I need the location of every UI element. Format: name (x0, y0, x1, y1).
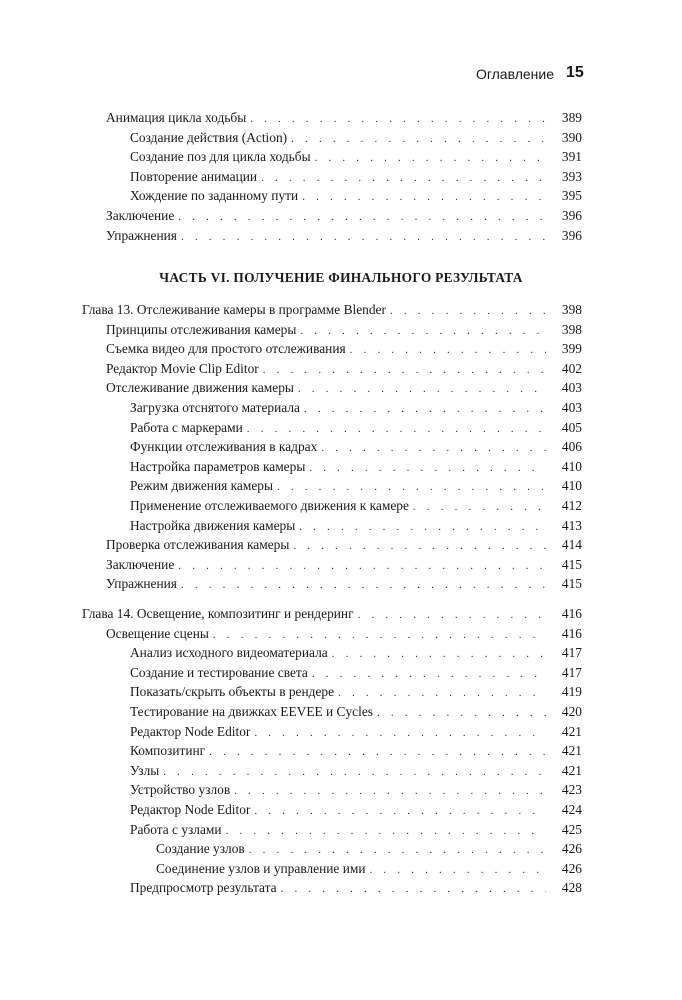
toc-entry-title: Устройство узлов (130, 780, 234, 800)
toc-entry-page: 417 (546, 643, 582, 663)
toc-entry-title: Повторение анимации (130, 167, 261, 187)
toc-entry (82, 167, 582, 187)
toc-entry-page: 414 (546, 535, 582, 555)
toc-entry-page: 402 (546, 359, 582, 379)
toc-entry (82, 437, 582, 457)
toc-entry (82, 147, 582, 167)
toc-entry (82, 604, 582, 624)
toc-entry-title: Соединение узлов и управление ими (156, 859, 370, 879)
toc-entry-page: 390 (546, 128, 582, 148)
toc-entry-title: Режим движения камеры (130, 476, 277, 496)
toc-entry-page: 428 (546, 878, 582, 898)
toc-entry-page: 398 (546, 300, 582, 320)
page-number: 15 (566, 64, 584, 81)
toc-entry (82, 741, 582, 761)
toc-entry-page: 424 (546, 800, 582, 820)
toc-entry (82, 516, 582, 536)
toc-entry (82, 496, 582, 516)
toc-entry-page: 423 (546, 780, 582, 800)
toc-entry (82, 643, 582, 663)
toc-entry (82, 624, 582, 644)
toc-entry (82, 535, 582, 555)
toc-entry-page: 417 (546, 663, 582, 683)
toc-entry-page: 415 (546, 574, 582, 594)
toc-entry (82, 398, 582, 418)
toc-entry (82, 186, 582, 206)
toc-entry-title: Композитинг (130, 741, 209, 761)
dot-leader (181, 576, 546, 596)
toc-entry-page: 396 (546, 206, 582, 226)
toc-entry-title: Заключение (106, 206, 178, 226)
toc-entry (82, 378, 582, 398)
toc-entry-page: 405 (546, 418, 582, 438)
toc-entry-page: 415 (546, 555, 582, 575)
toc-entry-page: 403 (546, 398, 582, 418)
toc-entry-title: Применение отслеживаемого движения к камере (130, 496, 413, 516)
dot-leader (181, 228, 546, 248)
toc-entry-title: Отслеживание движения камеры (106, 378, 298, 398)
toc-section-walk-cycle (82, 108, 582, 245)
toc-entry-title: Настройка движения камеры (130, 516, 299, 536)
toc-entry-title: Работа с маркерами (130, 418, 247, 438)
toc-entry-title: Упражнения (106, 574, 181, 594)
toc-entry-title: Создание действия (Action) (130, 128, 291, 148)
toc-entry (82, 574, 582, 594)
toc-entry (82, 457, 582, 477)
dot-leader (281, 880, 546, 900)
toc-entry-title: Узлы (130, 761, 163, 781)
toc-entry-title: Глава 13. Отслеживание камеры в программе Blender (82, 300, 390, 320)
toc-entry (82, 226, 582, 246)
toc-entry-page: 395 (546, 186, 582, 206)
toc-entry-title: Глава 14. Освещение, композитинг и рендеринг (82, 604, 358, 624)
toc-entry-title: Хождение по заданному пути (130, 186, 302, 206)
toc-chapter-14 (82, 604, 582, 898)
toc-entry (82, 359, 582, 379)
toc-entry-title: Анимация цикла ходьбы (106, 108, 250, 128)
toc-entry-page: 421 (546, 722, 582, 742)
toc-entry-page: 416 (546, 624, 582, 644)
toc-entry-title: Загрузка отснятого материала (130, 398, 304, 418)
toc-entry (82, 682, 582, 702)
toc-chapter-13 (82, 300, 582, 594)
toc-entry-page: 406 (546, 437, 582, 457)
toc-entry-title: Настройка параметров камеры (130, 457, 309, 477)
toc-entry-page: 399 (546, 339, 582, 359)
toc-entry-page: 391 (546, 147, 582, 167)
toc-entry-page: 416 (546, 604, 582, 624)
toc-entry (82, 878, 582, 898)
toc-entry (82, 859, 582, 879)
toc-entry-page: 413 (546, 516, 582, 536)
toc-entry-title: Тестирование на движках EEVEE и Cycles (130, 702, 377, 722)
toc-entry-title: Принципы отслеживания камеры (106, 320, 300, 340)
toc-entry (82, 839, 582, 859)
toc-entry-title: Заключение (106, 555, 178, 575)
toc-entry-title: Функции отслеживания в кадрах (130, 437, 321, 457)
toc-entry-page: 426 (546, 839, 582, 859)
toc-entry (82, 108, 582, 128)
toc-entry (82, 476, 582, 496)
toc-entry-page: 398 (546, 320, 582, 340)
toc-entry-page: 410 (546, 476, 582, 496)
toc-entry (82, 320, 582, 340)
toc-entry-page: 410 (546, 457, 582, 477)
toc-entry-page: 426 (546, 859, 582, 879)
toc-entry (82, 663, 582, 683)
toc-entry-page: 393 (546, 167, 582, 187)
toc-entry (82, 300, 582, 320)
toc-entry (82, 761, 582, 781)
toc-entry-page: 425 (546, 820, 582, 840)
part-title: ЧАСТЬ VI. ПОЛУЧЕНИЕ ФИНАЛЬНОГО РЕЗУЛЬТАТА (159, 270, 523, 285)
toc-entry-title: Освещение сцены (106, 624, 213, 644)
toc-entry-title: Анализ исходного видеоматериала (130, 643, 332, 663)
toc-entry-title: Проверка отслеживания камеры (106, 535, 293, 555)
toc-entry-page: 420 (546, 702, 582, 722)
toc-entry (82, 820, 582, 840)
toc-entry-title: Редактор Node Editor (130, 722, 254, 742)
toc-entry-title: Упражнения (106, 226, 181, 246)
toc-entry-title: Создание узлов (156, 839, 249, 859)
toc-entry-title: Работа с узлами (130, 820, 226, 840)
toc-entry (82, 339, 582, 359)
toc-entry-page: 421 (546, 741, 582, 761)
toc-entry-title: Редактор Movie Clip Editor (106, 359, 263, 379)
running-head-title: Оглавление (475, 66, 554, 82)
toc-entry (82, 702, 582, 722)
toc-entry-title: Создание поз для цикла ходьбы (130, 147, 315, 167)
toc-entry (82, 206, 582, 226)
toc-entry-title: Создание и тестирование света (130, 663, 312, 683)
toc-entry (82, 780, 582, 800)
toc-entry-page: 389 (546, 108, 582, 128)
toc-entry-title: Показать/скрыть объекты в рендере (130, 682, 338, 702)
toc-entry-page: 412 (546, 496, 582, 516)
toc-entry (82, 128, 582, 148)
toc-entry-page: 396 (546, 226, 582, 246)
toc-entry (82, 418, 582, 438)
toc-entry-page: 419 (546, 682, 582, 702)
toc-entry (82, 800, 582, 820)
toc-entry-title: Предпросмотр результата (130, 878, 281, 898)
toc-entry (82, 722, 582, 742)
toc-entry-page: 403 (546, 378, 582, 398)
toc-entry-page: 421 (546, 761, 582, 781)
toc-entry (82, 555, 582, 575)
toc-entry-title: Редактор Node Editor (130, 800, 254, 820)
toc-entry-title: Съемка видео для простого отслеживания (106, 339, 350, 359)
